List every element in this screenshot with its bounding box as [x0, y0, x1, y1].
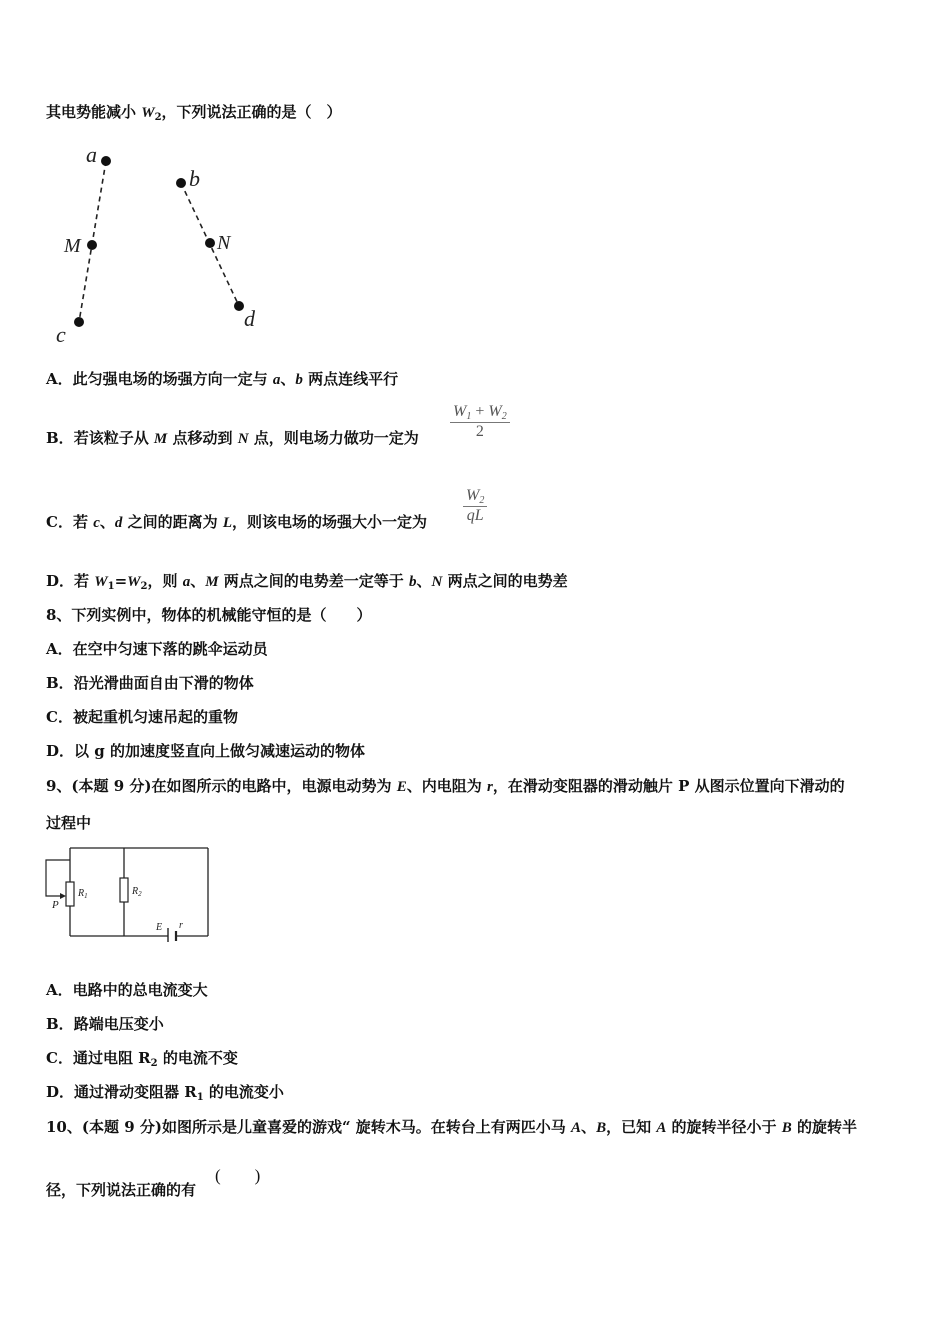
- q7-stem-tail: 其电势能减小 $W_2$，下列说法正确的是（ ）: [46, 103, 342, 123]
- q8-stem: 8、下列实例中，物体的机械能守恒的是（ ）: [46, 606, 372, 624]
- fraction-w1-plus-w2-over-2: $\frac{W_1 + W_2}{2}$: [450, 403, 510, 441]
- resistor-r2: [120, 878, 128, 902]
- q9-option-d: D．通过滑动变阻器 $R_1$ 的电流变小: [46, 1083, 284, 1103]
- q9-stem-line2: 过程中: [46, 814, 92, 832]
- q7-option-b: B．若该粒子从 M 点移动到 N 点，则电场力做功一定为: [46, 429, 419, 447]
- fraction-w2-over-qL: $\frac{W_2}{qL}$: [463, 487, 487, 525]
- figure-points-diagram: [40, 140, 280, 355]
- label-b: b: [189, 166, 200, 191]
- q8-option-d: D．以 g 的加速度竖直向上做匀减速运动的物体: [46, 742, 365, 760]
- label-N: N: [217, 232, 231, 254]
- point-a: [101, 156, 111, 166]
- point-M: [87, 240, 97, 250]
- label-r1: $R_1$: [78, 888, 88, 900]
- q8-option-a: A．在空中匀速下落的跳伞运动员: [46, 640, 268, 658]
- point-N: [205, 238, 215, 248]
- q10-stem-line1: 10、(本题 9 分)如图所示是儿童喜爱的游戏“ 旋转木马。在转台上有两匹小马 A、B，已知 A 的旋转半径小于 B 的旋转半: [46, 1118, 858, 1136]
- point-d: [234, 301, 244, 311]
- q8-option-c: C．被起重机匀速吊起的重物: [46, 708, 238, 726]
- label-r2: $R_2$: [132, 886, 142, 898]
- point-c: [74, 317, 84, 327]
- q10-stem-line2: 径，下列说法正确的有: [46, 1181, 197, 1199]
- point-b: [176, 178, 186, 188]
- q9-option-c: C．通过电阻 $R_2$ 的电流不变: [46, 1049, 238, 1069]
- q9-option-b: B．路端电压变小: [46, 1015, 164, 1033]
- label-d: d: [244, 306, 255, 331]
- resistor-r1: [66, 882, 74, 906]
- label-r: r: [179, 920, 183, 931]
- label-c: c: [56, 322, 66, 347]
- q7-option-c: C．若 c、d 之间的距离为 L，则该电场的场强大小一定为: [46, 513, 428, 531]
- q7-option-d: D．若 $W_1=W_2$，则 a、M 两点之间的电势差一定等于 b、N 两点之间的电势差: [46, 572, 568, 592]
- label-a: a: [86, 142, 97, 167]
- q9-option-a: A．电路中的总电流变大: [46, 981, 208, 999]
- label-p: P: [52, 899, 59, 911]
- q9-stem-line1: 9、(本题 9 分)在如图所示的电路中，电源电动势为 E、内电阻为 r，在滑动变阻器的滑动触片 P 从图示位置向下滑动的: [46, 777, 845, 795]
- q7-option-a: A．此匀强电场的场强方向一定与 a、b 两点连线平行: [46, 370, 399, 388]
- label-M: M: [64, 235, 81, 257]
- label-e: E: [156, 922, 163, 933]
- q8-option-b: B．沿光滑曲面自由下滑的物体: [46, 674, 254, 692]
- circuit-diagram: [40, 842, 220, 942]
- q10-answer-paren: ( ): [215, 1166, 261, 1185]
